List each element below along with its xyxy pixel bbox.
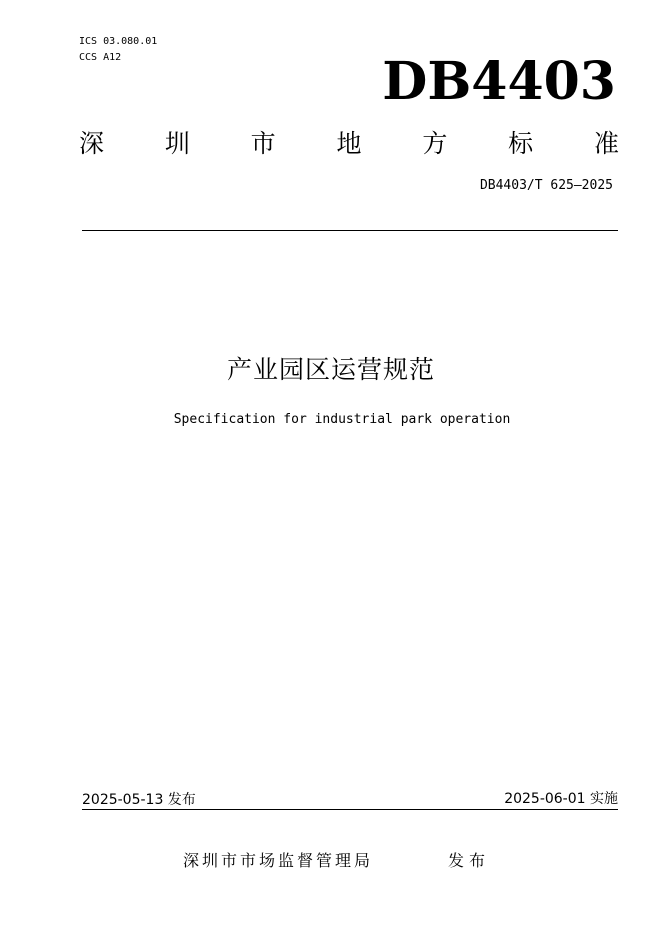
- document-title-english: Specification for industrial park operation: [173, 412, 511, 427]
- issue-action: 发布: [448, 851, 491, 870]
- document-title-chinese: 产业园区运营规范: [226, 355, 435, 384]
- issuing-authority: 深圳市市场监督管理局: [183, 851, 374, 870]
- ics-code: ICS 03.080.01: [79, 36, 158, 47]
- standard-type-char: 标: [508, 129, 534, 158]
- standard-type-char: 准: [593, 129, 619, 158]
- standard-code: DB4403: [382, 51, 616, 112]
- classification-codes: [79, 34, 157, 66]
- issue-date: 2025-05-13 发布: [82, 792, 196, 808]
- bottom-divider: [82, 809, 618, 810]
- standard-type-char: 地: [336, 129, 362, 158]
- standard-type-char: 市: [250, 129, 276, 158]
- standard-number: DB4403/T 625—2025: [479, 178, 613, 193]
- standard-type-char: 圳: [164, 129, 190, 158]
- standard-type-char: 深: [79, 129, 105, 158]
- standard-type: [79, 128, 619, 160]
- standard-type-char: 方: [422, 129, 448, 158]
- implementation-date: 2025-06-01 实施: [504, 791, 618, 807]
- top-divider: [82, 230, 618, 231]
- ccs-code: CCS A12: [79, 52, 122, 63]
